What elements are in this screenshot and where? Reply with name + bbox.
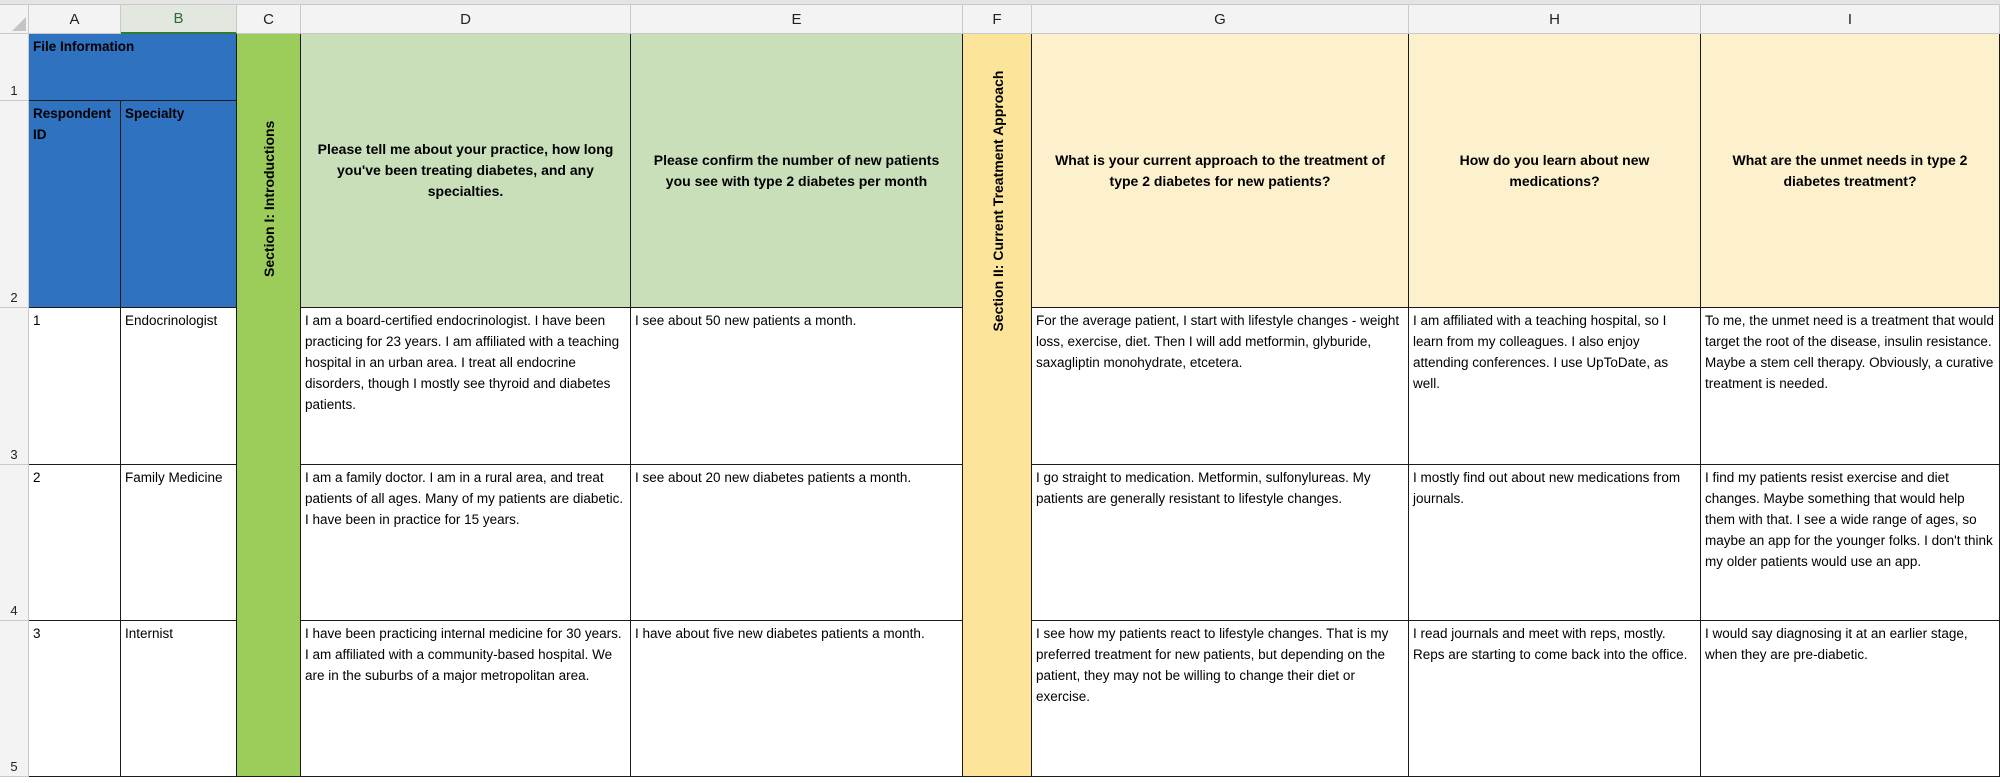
question-unmet-needs-header[interactable]: What are the unmet needs in type 2 diabetes treatment? — [1701, 34, 2000, 308]
respondent-3-specialty[interactable]: Internist — [121, 621, 237, 777]
respondent-1-practice[interactable]: I am a board-certified endocrinologist. I have been practicing for 23 years. I am affiliated with a teaching hospital in an urban area. I treat all endocrine disorders, though I mostly see thyroid and diabetes patients. — [301, 308, 631, 465]
respondent-2-specialty[interactable]: Family Medicine — [121, 465, 237, 621]
column-header-h[interactable]: H — [1409, 5, 1701, 34]
row-header-4[interactable]: 4 — [0, 465, 29, 621]
respondent-1-unmet-needs[interactable]: To me, the unmet need is a treatment that would target the root of the disease, insulin resistance. Maybe a stem cell therapy. Obviously, a curative treatment is needed. — [1701, 308, 2000, 465]
column-header-i[interactable]: I — [1701, 5, 2000, 34]
specialty-header[interactable]: Specialty — [121, 101, 237, 308]
column-header-e[interactable]: E — [631, 5, 963, 34]
question-practice-header[interactable]: Please tell me about your practice, how long you've been treating diabetes, and any specialties. — [301, 34, 631, 308]
column-header-g[interactable]: G — [1032, 5, 1409, 34]
select-all-corner[interactable] — [0, 5, 29, 34]
column-header-c[interactable]: C — [237, 5, 301, 34]
respondent-2-id[interactable]: 2 — [29, 465, 121, 621]
row-header-5[interactable]: 5 — [0, 621, 29, 777]
respondent-1-specialty[interactable]: Endocrinologist — [121, 308, 237, 465]
respondent-3-id[interactable]: 3 — [29, 621, 121, 777]
section-1-introductions-column[interactable] — [237, 34, 301, 777]
column-header-b[interactable]: B — [121, 5, 237, 34]
column-header-d[interactable]: D — [301, 5, 631, 34]
file-information-header[interactable]: File Information — [29, 34, 237, 101]
respondent-3-unmet-needs[interactable]: I would say diagnosing it at an earlier stage, when they are pre-diabetic. — [1701, 621, 2000, 777]
respondent-1-learn[interactable]: I am affiliated with a teaching hospital, so I learn from my colleagues. I also enjoy attending conferences. I use UpToDate, as well. — [1409, 308, 1701, 465]
row-header-1[interactable]: 1 — [0, 34, 29, 101]
column-header-f[interactable]: F — [963, 5, 1032, 34]
column-header-a[interactable]: A — [29, 5, 121, 34]
respondent-2-unmet-needs[interactable]: I find my patients resist exercise and diet changes. Maybe something that would help them with that. I see a wide range of ages, so maybe an app for the younger folks. I don't think my older patients would use an app. — [1701, 465, 2000, 621]
row-header-2[interactable]: 2 — [0, 101, 29, 308]
respondent-2-practice[interactable]: I am a family doctor. I am in a rural area, and treat patients of all ages. Many of my patients are diabetic. I have been in practice for 15 years. — [301, 465, 631, 621]
respondent-1-approach[interactable]: For the average patient, I start with lifestyle changes - weight loss, exercise, diet. Then I will add metformin, glyburide, saxagliptin monohydrate, etcetera. — [1032, 308, 1409, 465]
select-all-icon — [12, 17, 26, 31]
section-2-label: Section II: Current Treatment Approach — [990, 70, 1006, 332]
respondent-2-approach[interactable]: I go straight to medication. Metformin, sulfonylureas. My patients are generally resistant to lifestyle changes. — [1032, 465, 1409, 621]
respondent-2-learn[interactable]: I mostly find out about new medications from journals. — [1409, 465, 1701, 621]
question-new-patients-header[interactable]: Please confirm the number of new patients you see with type 2 diabetes per month — [631, 34, 963, 308]
respondent-2-new-patients[interactable]: I see about 20 new diabetes patients a month. — [631, 465, 963, 621]
respondent-3-practice[interactable]: I have been practicing internal medicine for 30 years. I am affiliated with a community-based hospital. We are in the suburbs of a major metropolitan area. — [301, 621, 631, 777]
respondent-1-id[interactable]: 1 — [29, 308, 121, 465]
respondent-3-approach[interactable]: I see how my patients react to lifestyle changes. That is my preferred treatment for new patients, but depending on the patient, they may not be willing to change their diet or exercise. — [1032, 621, 1409, 777]
section-1-label: Section I: Introductions — [261, 120, 277, 277]
respondent-3-new-patients[interactable]: I have about five new diabetes patients a month. — [631, 621, 963, 777]
row-header-3[interactable]: 3 — [0, 308, 29, 465]
section-2-treatment-column[interactable] — [963, 34, 1032, 777]
question-learn-header[interactable]: How do you learn about new medications? — [1409, 34, 1701, 308]
question-approach-header[interactable]: What is your current approach to the treatment of type 2 diabetes for new patients? — [1032, 34, 1409, 308]
respondent-3-learn[interactable]: I read journals and meet with reps, mostly. Reps are starting to come back into the office. — [1409, 621, 1701, 777]
respondent-id-header[interactable]: Respondent ID — [29, 101, 121, 308]
respondent-1-new-patients[interactable]: I see about 50 new patients a month. — [631, 308, 963, 465]
